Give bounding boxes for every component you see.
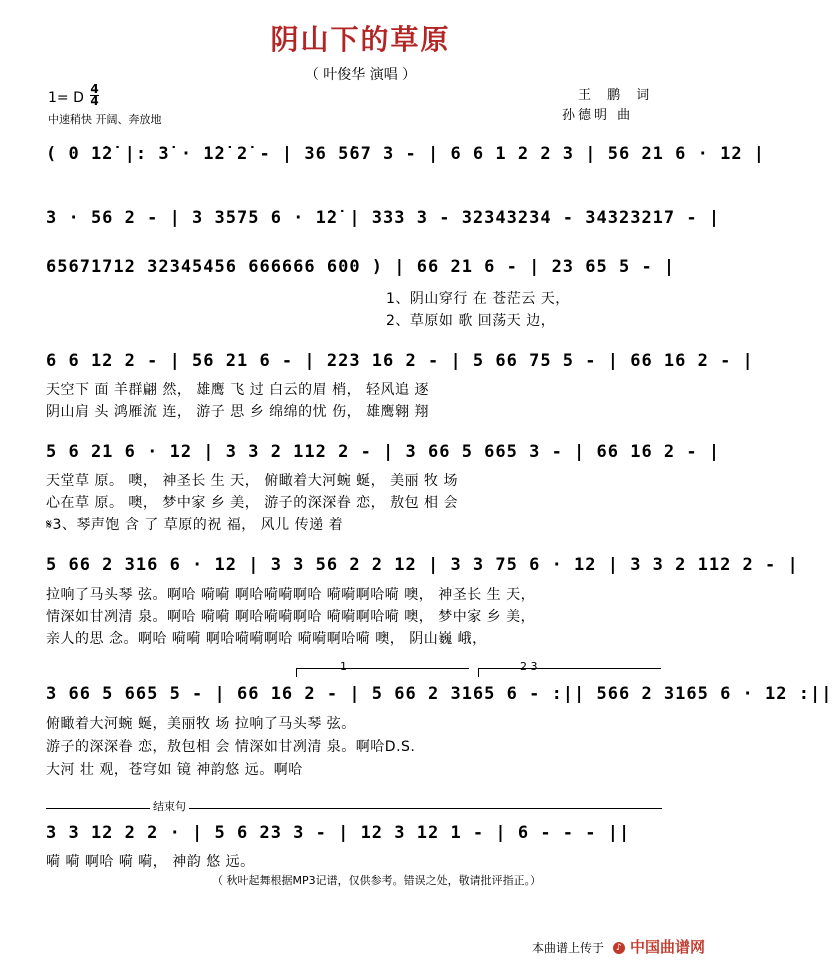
lyric-line-6-1: 拉响了马头琴 弦。啊哈 嗬嗬 啊哈嗬嗬啊哈 嗬嗬啊哈嗬 噢， 神圣长 生 天，	[46, 587, 536, 603]
lyric-line-4-1: 天空下 面 羊群翩 然， 雄鹰 飞 过 白云的眉 梢， 轻风追 逐	[46, 382, 430, 398]
music-note-icon: ♪	[613, 942, 625, 954]
first-ending-label: 1	[340, 660, 347, 673]
lyricist-credit: 王 鹏 词	[578, 88, 656, 103]
lyric-line-7-3: 大河 壮 观，苍穹如 镜 神韵悠 远。啊哈	[46, 762, 303, 778]
time-signature	[90, 84, 99, 107]
music-line-6: 5 66 2 316 6 · 12 | 3 3 56 2 2 12 | 3 3 75 6 · 12 | 3 3 2 112 2 - |	[46, 555, 799, 575]
lyric-line-3-1: 1、阴山穿行 在 苍茫云 天，	[386, 291, 570, 307]
music-line-1: ( 0 1̇2̇ |: 3̇ · 1̇2̇ 2̇ - | 36 5̇67 3 - | 6 6 1 2 2 3 | 56 21 6 · 12 |	[46, 144, 766, 164]
coda-label: 结束句	[150, 798, 189, 814]
music-line-4: 6 6 12 2 - | 56 21 6 - | 223 16 2 - | 5 66 75 5 - | 66 16 2 - |	[46, 351, 754, 371]
coda-bracket	[46, 808, 662, 815]
lyric-line-3-2: 2、草原如 歌 回荡天 边，	[386, 313, 556, 329]
performer-subtitle: （ 叶俊华 演唱 ）	[304, 67, 417, 83]
transcription-note: （ 秋叶起舞根据MP3记谱，仅供参考。错误之处，敬请批评指正。）	[212, 874, 542, 887]
lyric-line-4-2: 阴山肩 头 鸿雁流 连， 游子 思 乡 绵绵的忧 伤， 雄鹰翱 翔	[46, 404, 430, 420]
lyric-line-6-3: 亲人的思 念。啊哈 嗬嗬 啊哈嗬嗬啊哈 嗬嗬啊哈嗬 噢， 阴山巍 峨，	[46, 631, 487, 647]
music-line-8: 3 3 12 2 2 · | 5 6 23 3 - | 12 3 12 1 - | 6 - - - ||	[46, 823, 631, 843]
lyric-line-7-2: 游子的深深眷 恋，敖包相 会 情深如甘冽清 泉。啊哈D.S.	[46, 739, 416, 755]
site-name: 中国曲谱网	[629, 938, 705, 956]
lyric-line-7-1: 俯瞰着大河蜿 蜒，美丽牧 场 拉响了马头琴 弦。	[46, 716, 356, 732]
time-signature-top: 4	[90, 82, 99, 96]
time-signature-bottom: 4	[90, 94, 99, 108]
music-line-7: 3 66 5 665 5 - | 66 16 2 - | 5 66 2 3165 6 - :|| 566 2 3165 6 · 12 :||	[46, 684, 832, 704]
second-ending-label: 2 3	[520, 660, 538, 673]
second-ending-bracket	[478, 668, 661, 677]
footer-upload-text: 本曲谱上传于	[532, 941, 605, 955]
music-line-3: 65671712 32345456 666666 600 ) | 66 21 6 - | 23 65 5 - |	[46, 257, 676, 277]
tempo-marking: 中速稍快 开阔、奔放地	[48, 113, 162, 126]
lyric-line-6-2: 情深如甘冽清 泉。啊哈 嗬嗬 啊哈嗬嗬啊哈 嗬嗬啊哈嗬 噢， 梦中家 乡 美，	[46, 609, 536, 625]
lyric-line-8-1: 嗬 嗬 啊哈 嗬 嗬， 神韵 悠 远。	[46, 854, 255, 870]
first-ending-bracket	[296, 668, 469, 677]
music-line-5: 5 6 21 6 · 12 | 3 3 2 112 2 - | 3 66 5 665 3 - | 66 16 2 - |	[46, 442, 721, 462]
lyric-line-5-3: 𝄋3、琴声饱 含 了 草原的祝 福， 风儿 传递 着	[46, 517, 344, 533]
composer-credit: 孙德明 曲	[562, 108, 634, 123]
music-line-2: 3 · 56 2 - | 3 3575 6 · 1̇2̇ | 333 3 - 32343234 - 34323217 - |	[46, 208, 721, 228]
key-signature: 1= D	[48, 90, 84, 106]
song-title: 阴山下的草原	[270, 23, 451, 56]
lyric-line-5-2: 心在草 原。 噢， 梦中家 乡 美， 游子的深深眷 恋， 敖包 相 会	[46, 495, 459, 511]
lyric-line-5-1: 天堂草 原。 噢， 神圣长 生 天， 俯瞰着大河蜿 蜒， 美丽 牧 场	[46, 473, 459, 489]
site-logo[interactable]	[613, 936, 705, 957]
